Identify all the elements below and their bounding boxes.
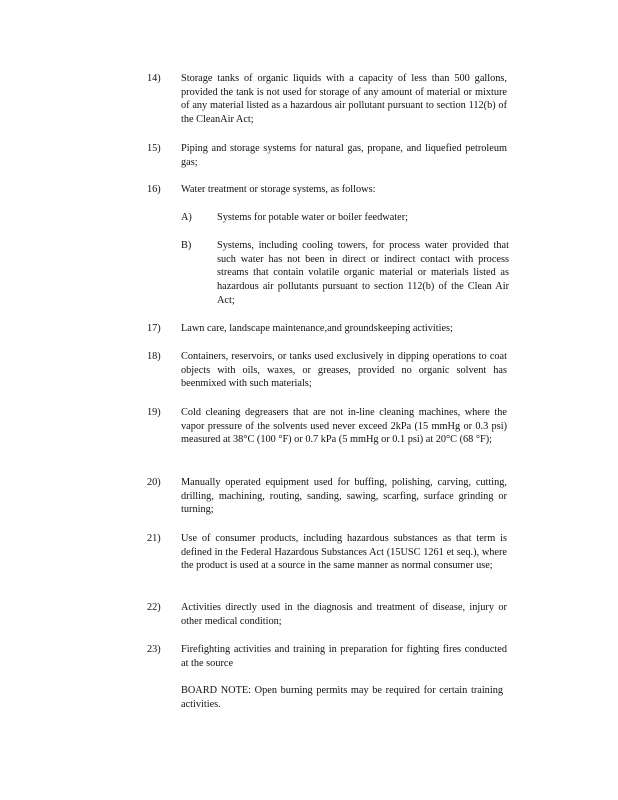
- item-number: 16): [147, 184, 161, 195]
- item-text: Piping and storage systems for natural gas, propane, and liquefied petroleum gas;: [181, 143, 507, 168]
- sub-item-letter: A): [181, 212, 192, 223]
- item-text: Cold cleaning degreasers that are not in-line cleaning machines, where the vapor pressure of the solvents used never exceed 2kPa (15 mmHg or 0.3 psi) measured at 38°C (100 °F) or 0.7 kPa (5 mmHg or 0.1 psi) at 20°C (68 °F);: [181, 407, 507, 446]
- item-number: 23): [147, 644, 161, 655]
- board-note: BOARD NOTE: Open burning permits may be required for certain training activities.: [181, 685, 503, 710]
- item-text: Lawn care, landscape maintenance,and groundskeeping activities;: [181, 323, 453, 334]
- sub-item-text: Systems for potable water or boiler feedwater;: [217, 212, 408, 223]
- item-text: Storage tanks of organic liquids with a capacity of less than 500 gallons, provided the tank is not used for storage of any amount of material or mixture of any material listed as a hazardous air pollutant pursuant to section 112(b) of the CleanAir Act;: [181, 73, 507, 126]
- item-number: 17): [147, 323, 161, 334]
- item-number: 20): [147, 477, 161, 488]
- item-text: Firefighting activities and training in preparation for fighting fires conducted at the source: [181, 644, 507, 669]
- item-number: 18): [147, 351, 161, 362]
- item-text: Manually operated equipment used for buffing, polishing, carving, cutting, drilling, machining, routing, sanding, sawing, scarfing, surface grinding or turning;: [181, 477, 507, 516]
- item-text: Activities directly used in the diagnosis and treatment of disease, injury or other medical condition;: [181, 602, 507, 627]
- item-number: 22): [147, 602, 161, 613]
- item-number: 14): [147, 73, 161, 84]
- item-text: Use of consumer products, including hazardous substances as that term is defined in the Federal Hazardous Substances Act (15USC 1261 et seq.), where the product is used at a source in the same manner as normal consumer use;: [181, 533, 507, 572]
- sub-item-letter: B): [181, 240, 192, 251]
- item-number: 19): [147, 407, 161, 418]
- item-number: 15): [147, 143, 161, 154]
- item-number: 21): [147, 533, 161, 544]
- item-text: Water treatment or storage systems, as follows:: [181, 184, 376, 195]
- item-text: Containers, reservoirs, or tanks used exclusively in dipping operations to coat objects with oils, waxes, or greases, provided no organic solvent has beenmixed with such materials;: [181, 351, 507, 390]
- sub-item-text: Systems, including cooling towers, for process water provided that such water has not been in direct or indirect contact with process streams that contain volatile organic material or materials listed as hazardous air pollutants pursuant to section 112(b) of the Clean Air Act;: [217, 240, 509, 306]
